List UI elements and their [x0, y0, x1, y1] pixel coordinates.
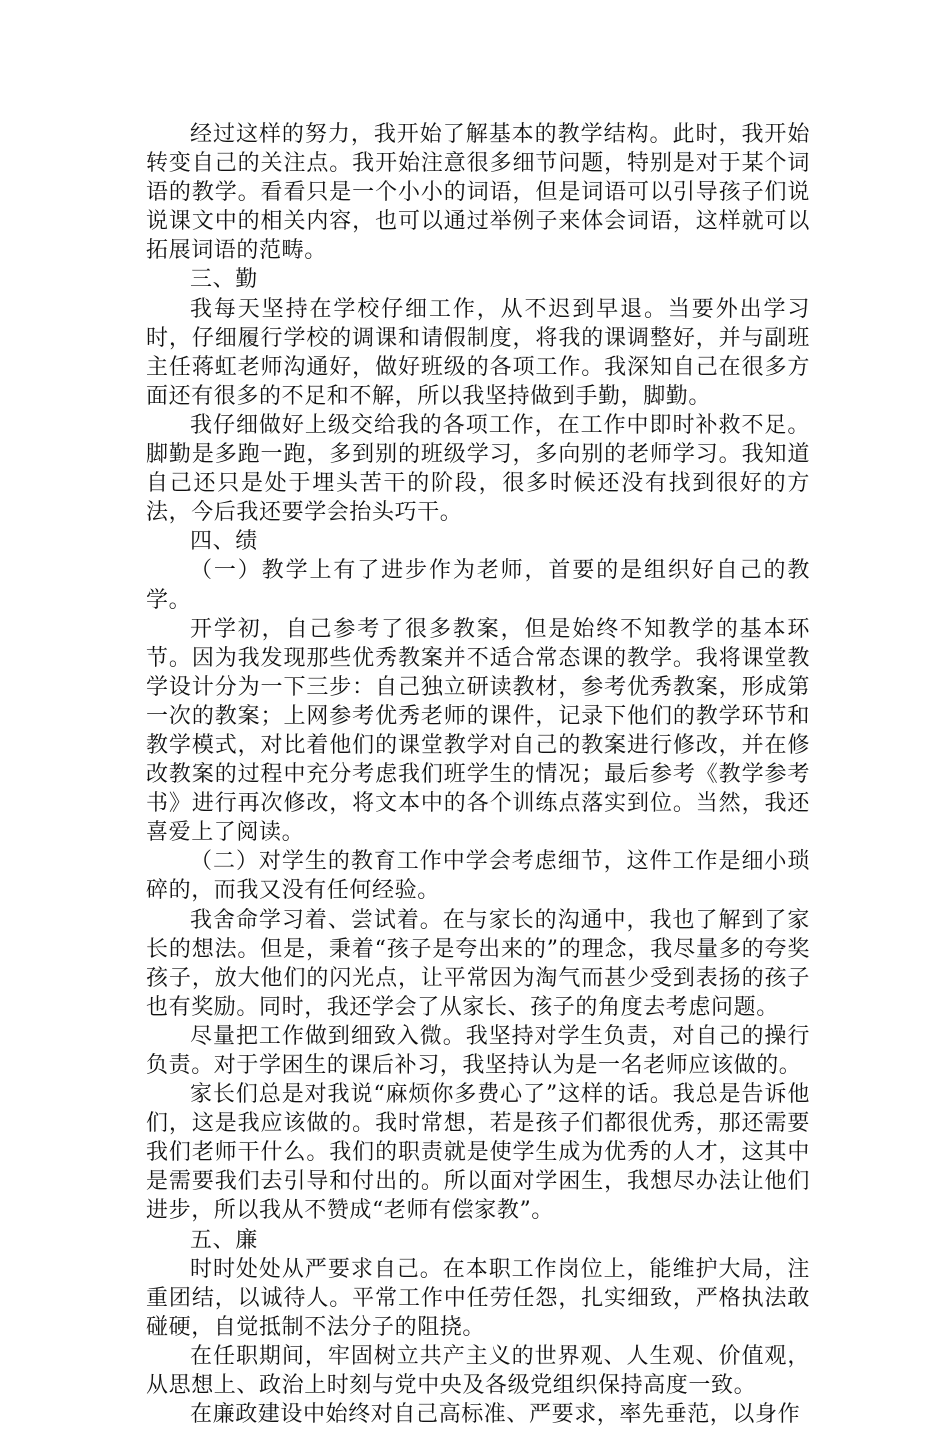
- paragraph: 时时处处从严要求自己。在本职工作岗位上，能维护大局，注重团结，以诚待人。平常工作中任劳任怨，扎实细致，严格执法敢碰硬，自觉抵制不法分子的阻挠。: [146, 1256, 810, 1340]
- document-page: [146, 120, 810, 1429]
- section-heading: 五、廉: [190, 1227, 258, 1253]
- section-heading: 四、绩: [190, 529, 258, 555]
- paragraph: 家长们总是对我说“麻烦你多费心了”这样的话。我总是告诉他们，这是我应该做的。我时常想，若是孩子们都很优秀，那还需要我们老师干什么。我们的职责就是使学生成为优秀的人才，这其中是需要我们去引导和付出的。所以面对学困生，我想尽办法让他们进步，所以我从不赞成“老师有偿家教”。: [146, 1082, 810, 1224]
- paragraph: 我仔细做好上级交给我的各项工作，在工作中即时补救不足。脚勤是多跑一跑，多到别的班级学习，多向别的老师学习。我知道自己还只是处于埋头苦干的阶段，很多时候还没有找到很好的方法，今后我还要学会抬头巧干。: [146, 412, 810, 526]
- paragraph: 开学初，自己参考了很多教案，但是始终不知教学的基本环节。因为我发现那些优秀教案并不适合常态课的教学。我将课堂教学设计分为一下三步：自己独立研读教材，参考优秀教案，形成第一次的教案；上网参考优秀老师的课件，记录下他们的教学环节和教学模式，对比着他们的课堂教学对自己的教案进行修改，并在修改教案的过程中充分考虑我们班学生的情况；最后参考《教学参考书》进行再次修改，将文本中的各个训练点落实到位。当然，我还喜爱上了阅读。: [146, 616, 810, 846]
- paragraph: （一）教学上有了进步作为老师，首要的是组织好自己的教学。: [146, 558, 810, 613]
- paragraph: 在任职期间，牢固树立共产主义的世界观、人生观、价值观，从思想上、政治上时刻与党中央及各级党组织保持高度一致。: [146, 1343, 810, 1399]
- section-heading: 三、勤: [190, 267, 258, 293]
- paragraph: 在廉政建设中始终对自己高标准、严要求，率先垂范，以身作: [190, 1402, 801, 1428]
- paragraph: 经过这样的努力，我开始了解基本的教学结构。此时，我开始转变自己的关注点。我开始注意很多细节问题，特别是对于某个词语的教学。看看只是一个小小的词语，但是词语可以引导孩子们说说课文中的相关内容，也可以通过举例子来体会词语，这样就可以拓展词语的范畴。: [146, 122, 810, 264]
- paragraph: 我舍命学习着、尝试着。在与家长的沟通中，我也了解到了家长的想法。但是，秉着“孩子是夸出来的”的理念，我尽量多的夸奖孩子，放大他们的闪光点，让平常因为淘气而甚少受到表扬的孩子也有奖励。同时，我还学会了从家长、孩子的角度去考虑问题。: [146, 907, 810, 1020]
- paragraph: （二）对学生的教育工作中学会考虑细节，这件工作是细小琐碎的，而我又没有任何经验。: [146, 849, 810, 904]
- paragraph: 尽量把工作做到细致入微。我坚持对学生负责，对自己的操行负责。对于学困生的课后补习，我坚持认为是一名老师应该做的。: [146, 1023, 810, 1078]
- paragraph: 我每天坚持在学校仔细工作，从不迟到早退。当要外出学习时，仔细履行学校的调课和请假制度，将我的课调整好，并与副班主任蒋虹老师沟通好，做好班级的各项工作。我深知自己在很多方面还有很多的不足和不解，所以我坚持做到手勤，脚勤。: [146, 296, 810, 409]
